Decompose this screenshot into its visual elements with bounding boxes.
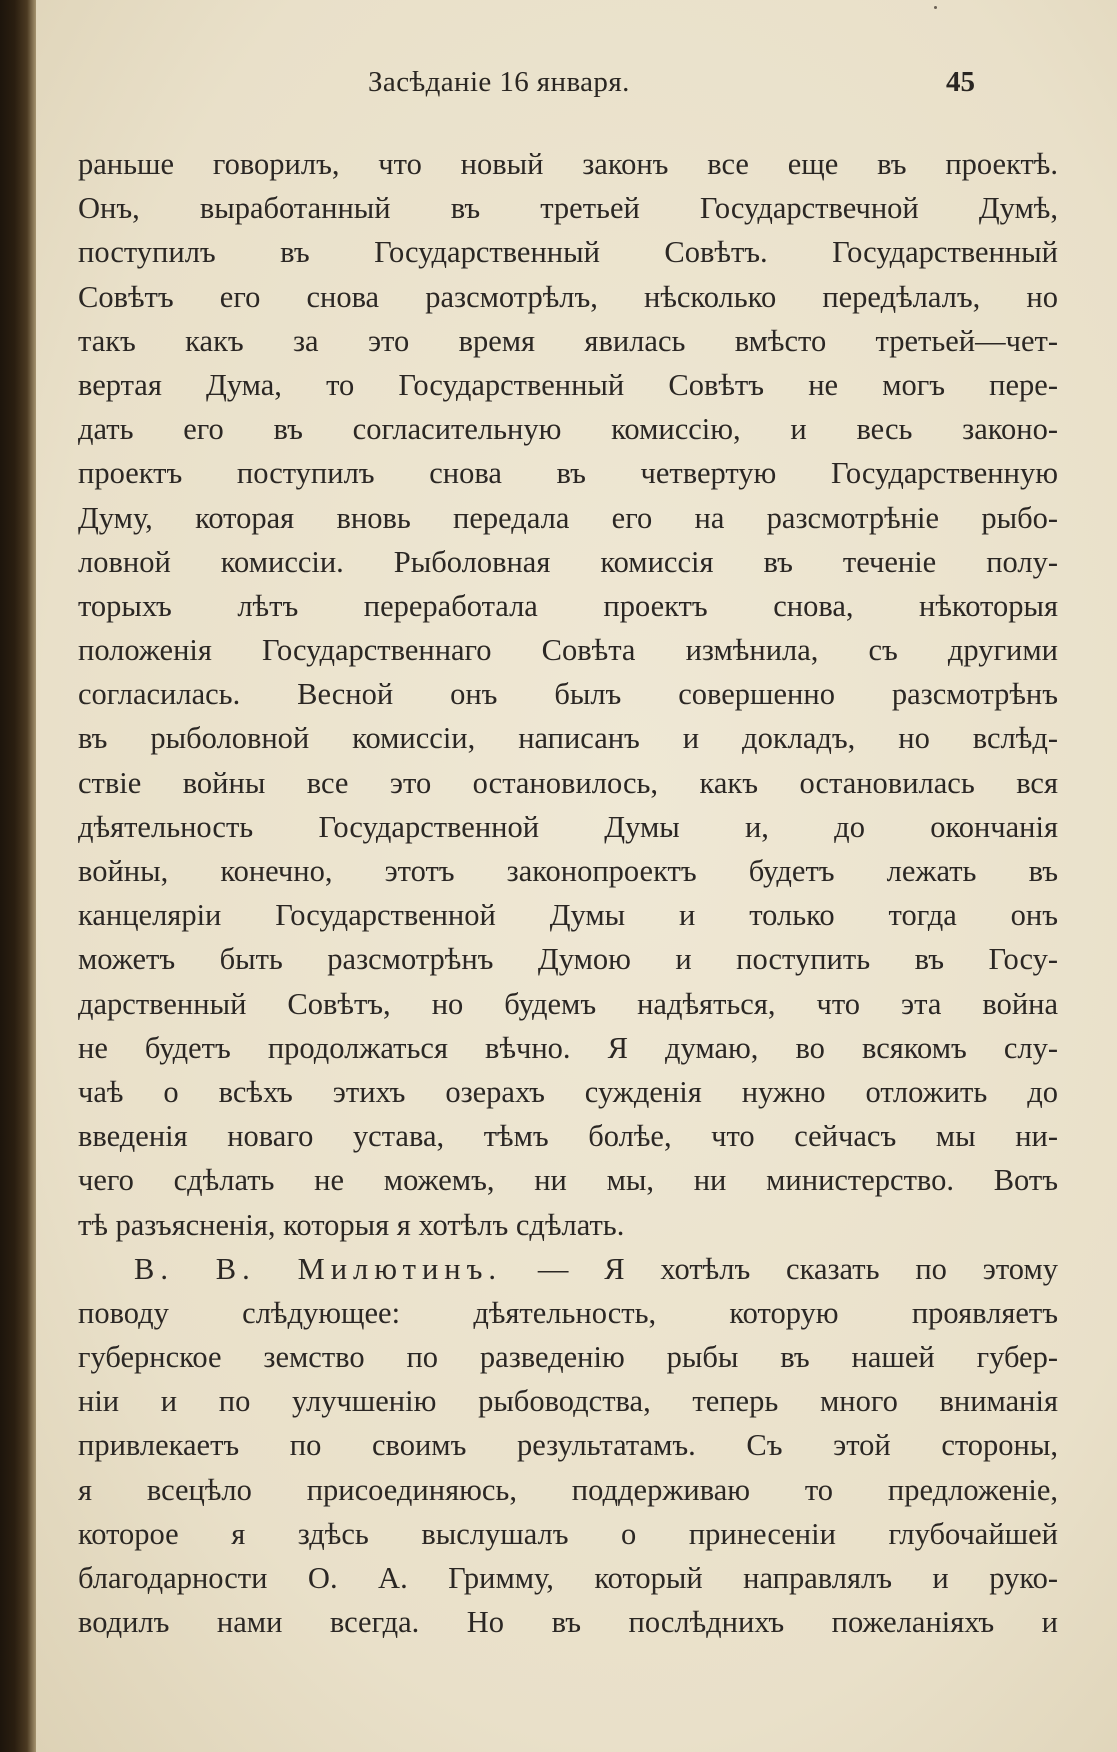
text-line: ловной комиссіи. Рыболовная комиссія въ теченіе полу- (78, 544, 1058, 579)
text-line: такъ какъ за это время явилась вмѣсто третьей—чет- (78, 323, 1058, 358)
text-line: благодарности О. А. Гримму, который направлялъ и руко- (78, 1561, 1058, 1595)
text-line: Онъ, выработанный въ третьей Государствечной Думѣ, (78, 191, 1058, 226)
text-line: дать его въ согласительную комиссію, и весь законо- (78, 412, 1058, 447)
page-header (36, 62, 1117, 112)
text-line: канцеляріи Государственной Думы и только тогда онъ (78, 898, 1058, 933)
text-line: не будетъ продолжаться вѣчно. Я думаю, во всякомъ слу- (78, 1030, 1058, 1065)
text-line: войны, конечно, этотъ законопроектъ будетъ лежать въ (78, 854, 1058, 888)
text-line: привлекаетъ по своимъ результатамъ. Съ этой стороны, (78, 1428, 1058, 1463)
text-line: раньше говорилъ, что новый законъ все еще въ проектѣ. (78, 147, 1058, 181)
text-line: чего сдѣлать не можемъ, ни мы, ни министерство. Вотъ (78, 1163, 1058, 1198)
text-line: въ рыболовной комиссіи, написанъ и докладъ, но вслѣд- (78, 721, 1058, 756)
text-line: согласилась. Весной онъ былъ совершенно разсмотрѣнъ (78, 677, 1058, 712)
text-line: ніи и по улучшенію рыбоводства, теперь много вниманія (78, 1384, 1058, 1419)
text-line: положенія Государственнаго Совѣта измѣнила, съ другими (78, 633, 1058, 668)
text-line: дѣятельность Государственной Думы и, до окончанія (78, 809, 1058, 844)
speech-first-line (78, 1247, 1058, 1291)
text-line: поводу слѣдующее: дѣятельность, которую проявляетъ (78, 1295, 1058, 1330)
text-line: Думу, которая вновь передала его на разсмотрѣніе рыбо- (78, 500, 1058, 535)
text-line: проектъ поступилъ снова въ четвертую Государственную (78, 456, 1058, 491)
text-line: ствіе войны все это остановилось, какъ остановилась вся (78, 765, 1058, 800)
page-number: 45 (946, 66, 975, 98)
text-line: губернское земство по разведенію рыбы въ нашей губер- (78, 1340, 1058, 1375)
text-line: введенія новаго устава, тѣмъ болѣе, что сейчасъ мы ни- (78, 1119, 1058, 1154)
speech-opening: — Я хотѣлъ сказать по этому (537, 1251, 1058, 1286)
text-line: торыхъ лѣтъ переработала проектъ снова, нѣкоторыя (78, 588, 1058, 623)
text-line: которое я здѣсь выслушалъ о принесеніи глубочайшей (78, 1516, 1058, 1551)
text-line: дарственный Совѣтъ, но будемъ надѣяться, что эта война (78, 986, 1058, 1021)
running-head: Засѣданіе 16 января. (368, 66, 630, 98)
text-line: водилъ нами всегда. Но въ послѣднихъ пожеланіяхъ и (78, 1605, 1058, 1640)
book-page (36, 0, 1117, 1752)
text-line: вертая Дума, то Государственный Совѣтъ не могъ пере- (78, 367, 1058, 402)
paper-speck (934, 6, 937, 9)
text-line: я всецѣло присоединяюсь, поддерживаю то предложеніе, (78, 1472, 1058, 1507)
paragraph-last-line: тѣ разъясненія, которыя я хотѣлъ сдѣлать. (78, 1207, 625, 1242)
book-spine-shadow (0, 0, 36, 1752)
text-line: поступилъ въ Государственный Совѣтъ. Государственный (78, 235, 1058, 270)
text-line: можетъ быть разсмотрѣнъ Думою и поступить въ Госу- (78, 942, 1058, 977)
speaker-name: В. В. Милютинъ. (134, 1251, 503, 1286)
text-line: Совѣтъ его снова разсмотрѣлъ, нѣсколько передѣлалъ, но (78, 279, 1058, 314)
body-text (78, 142, 1058, 1644)
text-line: чаѣ о всѣхъ этихъ озерахъ сужденія нужно отложить до (78, 1074, 1058, 1109)
